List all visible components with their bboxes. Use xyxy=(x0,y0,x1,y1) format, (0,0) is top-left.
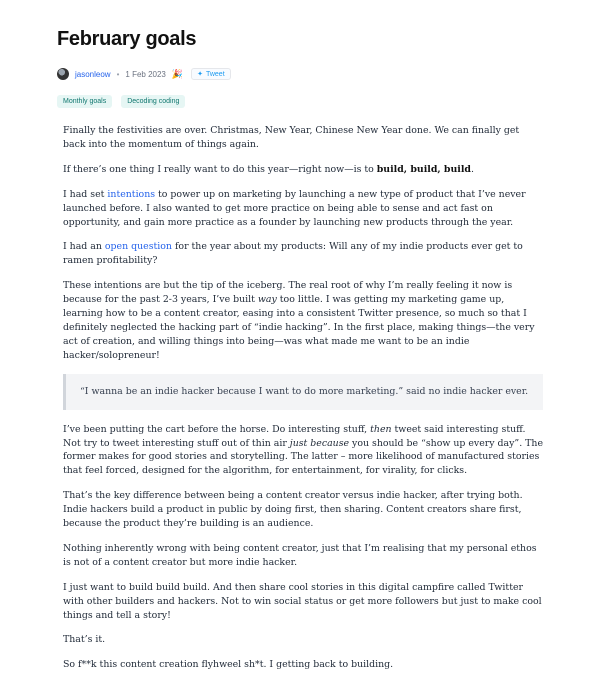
author-link[interactable]: jasonleow xyxy=(75,69,111,79)
paragraph-7: That’s the key difference between being a content creator versus indie hacker, after trying both. Indie hackers build a product in public by doing first, then sharing. Content creators share first, because the product they’re building is an audience. xyxy=(63,490,523,530)
separator-dot: • xyxy=(116,69,120,79)
paragraph-1: Finally the festivities are over. Christmas, New Year, Chinese New Year done. We can finally get back into the momentum of things again. xyxy=(63,125,520,150)
intentions-link[interactable]: intentions xyxy=(107,188,156,200)
post-body xyxy=(63,124,543,683)
paragraph-11: So f**k this content creation flyhweel sh*t. I getting back to building. xyxy=(63,659,394,671)
paragraph-3: I had set intentions to power up on marketing by launching a new type of product that I’ve never launched before. I also wanted to get more practice on being able to sense and act fast on opportunity, and gain more practice as a founder by launching new products through the year. xyxy=(63,188,526,228)
paragraph-4: I had an open question for the year about my products: Will any of my indie products ever get to ramen profitability? xyxy=(63,241,523,267)
tag-monthly-goals[interactable]: Monthly goals xyxy=(57,95,112,108)
twitter-bird-icon: ✦ xyxy=(197,71,203,78)
paragraph-10: That’s it. xyxy=(63,634,106,646)
blockquote: “I wanna be an indie hacker because I want to do more marketing.” said no indie hacker ever. xyxy=(63,374,543,410)
paragraph-5: These intentions are but the tip of the iceberg. The real root of why I’m really feeling it now is because for the past 2-3 years, I’ve built way too little. I was getting my marketing game up, learning how to be a content creator, easing into a consistent Twitter presence, so much so that I definitely neglected the hacking part of “indie hacking”. In the first place, making things—the very act of creation, and willing things into being—was what made me want to be an indie hacker/solopreneur! xyxy=(63,280,535,361)
tweet-button-label: Tweet xyxy=(205,70,225,78)
paragraph-9: I just want to build build build. And then share cool stories in this digital campfire called Twitter with other builders and hackers. Not to win social status or get more followers but just to make cool things and tell a story! xyxy=(63,581,542,621)
post-date: 1 Feb 2023 xyxy=(125,69,166,79)
avatar[interactable] xyxy=(57,68,69,80)
paragraph-8: Nothing inherently wrong with being content creator, just that I’m realising that my personal ethos is not of a content creator but more indie hacker. xyxy=(63,542,537,568)
paragraph-2: If there’s one thing I really want to do this year—right now—is to build, build, build. xyxy=(63,163,474,175)
page-title: February goals xyxy=(57,28,197,50)
tag-list xyxy=(57,95,185,108)
open-question-link[interactable]: open question xyxy=(104,241,172,253)
tag-decoding-coding[interactable]: Decoding coding xyxy=(121,95,185,108)
paragraph-6: I’ve been putting the cart before the horse. Do interesting stuff, then tweet said interesting stuff. Not try to tweet interesting stuff out of thin air just because you should be “show up every day”. The former makes for good stories and storytelling. The latter – more likelihood of manufactured stories that feel forced, designed for the algorithm, for entertainment, for virality, for clicks. xyxy=(63,423,543,477)
emphasis-build: build, build, build xyxy=(376,163,471,175)
party-popper-icon: 🎉 xyxy=(171,68,184,79)
tweet-button[interactable] xyxy=(191,68,231,80)
post-meta xyxy=(57,66,231,82)
